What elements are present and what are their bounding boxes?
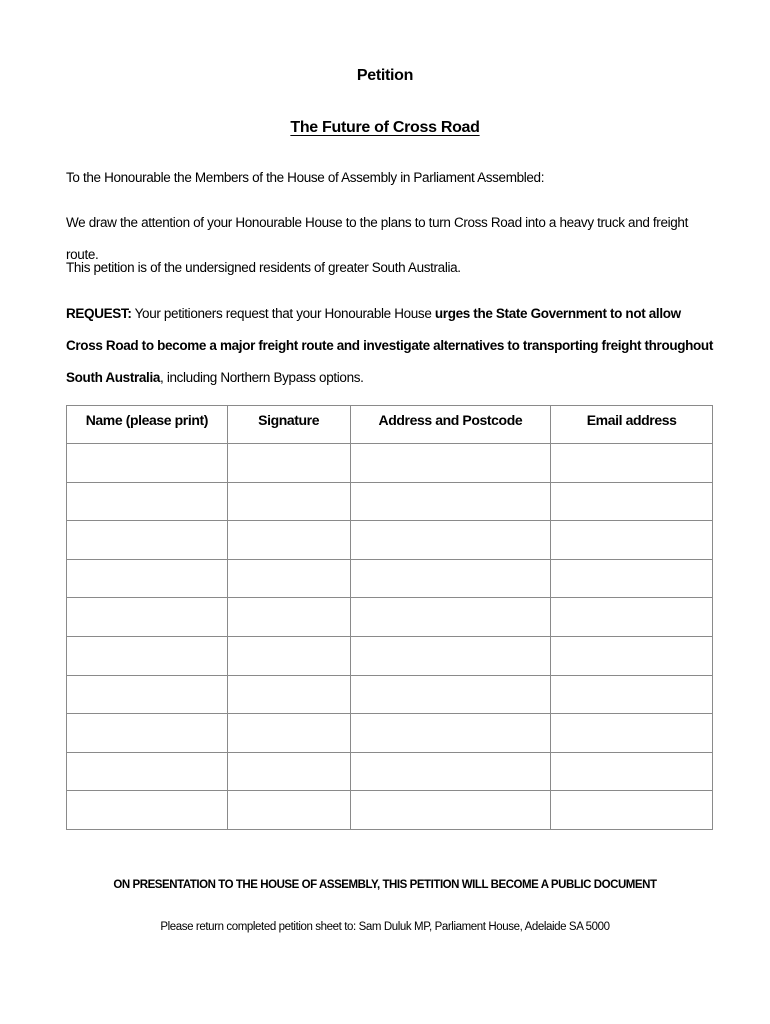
table-row <box>67 559 713 598</box>
signature-cell[interactable] <box>227 521 350 560</box>
address-cell[interactable] <box>350 482 551 521</box>
name-cell[interactable] <box>67 598 228 637</box>
table-row <box>67 598 713 637</box>
address-cell[interactable] <box>350 752 551 791</box>
signature-cell[interactable] <box>227 791 350 830</box>
page-subtitle <box>0 119 770 137</box>
address-cell[interactable] <box>350 714 551 753</box>
email-cell[interactable] <box>551 521 713 560</box>
table-row <box>67 521 713 560</box>
table-row <box>67 636 713 675</box>
table-row <box>67 714 713 753</box>
signature-table <box>66 405 713 830</box>
email-cell[interactable] <box>551 675 713 714</box>
name-cell[interactable] <box>67 752 228 791</box>
table-row <box>67 791 713 830</box>
address-cell[interactable] <box>350 675 551 714</box>
email-cell[interactable] <box>551 559 713 598</box>
request-bold-text: urges the State Government to not allow Cross Road to become a major freight route and investigate alternatives to transporting freight throughout South Australia <box>66 306 713 385</box>
email-cell[interactable] <box>551 752 713 791</box>
table-row <box>67 675 713 714</box>
signature-cell[interactable] <box>227 559 350 598</box>
residents-line: This petition is of the undersigned residents of greater South Australia. <box>66 260 461 275</box>
name-cell[interactable] <box>67 791 228 830</box>
name-cell[interactable] <box>67 444 228 483</box>
header-address: Address and Postcode <box>350 406 551 444</box>
signature-cell[interactable] <box>227 482 350 521</box>
email-cell[interactable] <box>551 791 713 830</box>
name-cell[interactable] <box>67 636 228 675</box>
name-cell[interactable] <box>67 521 228 560</box>
request-text-1: Your petitioners request that your Honourable House <box>131 306 435 321</box>
address-cell[interactable] <box>350 521 551 560</box>
address-cell[interactable] <box>350 444 551 483</box>
email-cell[interactable] <box>551 636 713 675</box>
header-name: Name (please print) <box>67 406 228 444</box>
signature-cell[interactable] <box>227 636 350 675</box>
address-cell[interactable] <box>350 791 551 830</box>
request-text-2: , including Northern Bypass options. <box>160 370 364 385</box>
name-cell[interactable] <box>67 714 228 753</box>
address-line: To the Honourable the Members of the House of Assembly in Parliament Assembled: <box>66 170 545 185</box>
name-cell[interactable] <box>67 482 228 521</box>
header-signature: Signature <box>227 406 350 444</box>
name-cell[interactable] <box>67 559 228 598</box>
address-cell[interactable] <box>350 598 551 637</box>
request-paragraph <box>66 298 716 394</box>
table-header-row <box>67 406 713 444</box>
table-row <box>67 752 713 791</box>
signature-cell[interactable] <box>227 598 350 637</box>
signature-cell[interactable] <box>227 675 350 714</box>
signature-cell[interactable] <box>227 444 350 483</box>
table-row <box>67 482 713 521</box>
address-cell[interactable] <box>350 636 551 675</box>
email-cell[interactable] <box>551 482 713 521</box>
attention-line: We draw the attention of your Honourable House to the plans to turn Cross Road into a heavy truck and freight route. <box>66 215 688 262</box>
request-label: REQUEST: <box>66 306 132 321</box>
return-instructions: Please return completed petition sheet to: Sam Duluk MP, Parliament House, Adelaide SA 5000 <box>160 921 610 933</box>
page-title: Petition <box>356 67 414 84</box>
name-cell[interactable] <box>67 675 228 714</box>
public-document-notice: ON PRESENTATION TO THE HOUSE OF ASSEMBLY, THIS PETITION WILL BECOME A PUBLIC DOCUMENT <box>113 879 657 891</box>
signature-table-body <box>67 444 713 830</box>
signature-cell[interactable] <box>227 714 350 753</box>
email-cell[interactable] <box>551 714 713 753</box>
email-cell[interactable] <box>551 444 713 483</box>
email-cell[interactable] <box>551 598 713 637</box>
table-row <box>67 444 713 483</box>
subtitle-text: The Future of Cross Road <box>290 119 480 136</box>
header-email: Email address <box>551 406 713 444</box>
signature-cell[interactable] <box>227 752 350 791</box>
address-cell[interactable] <box>350 559 551 598</box>
